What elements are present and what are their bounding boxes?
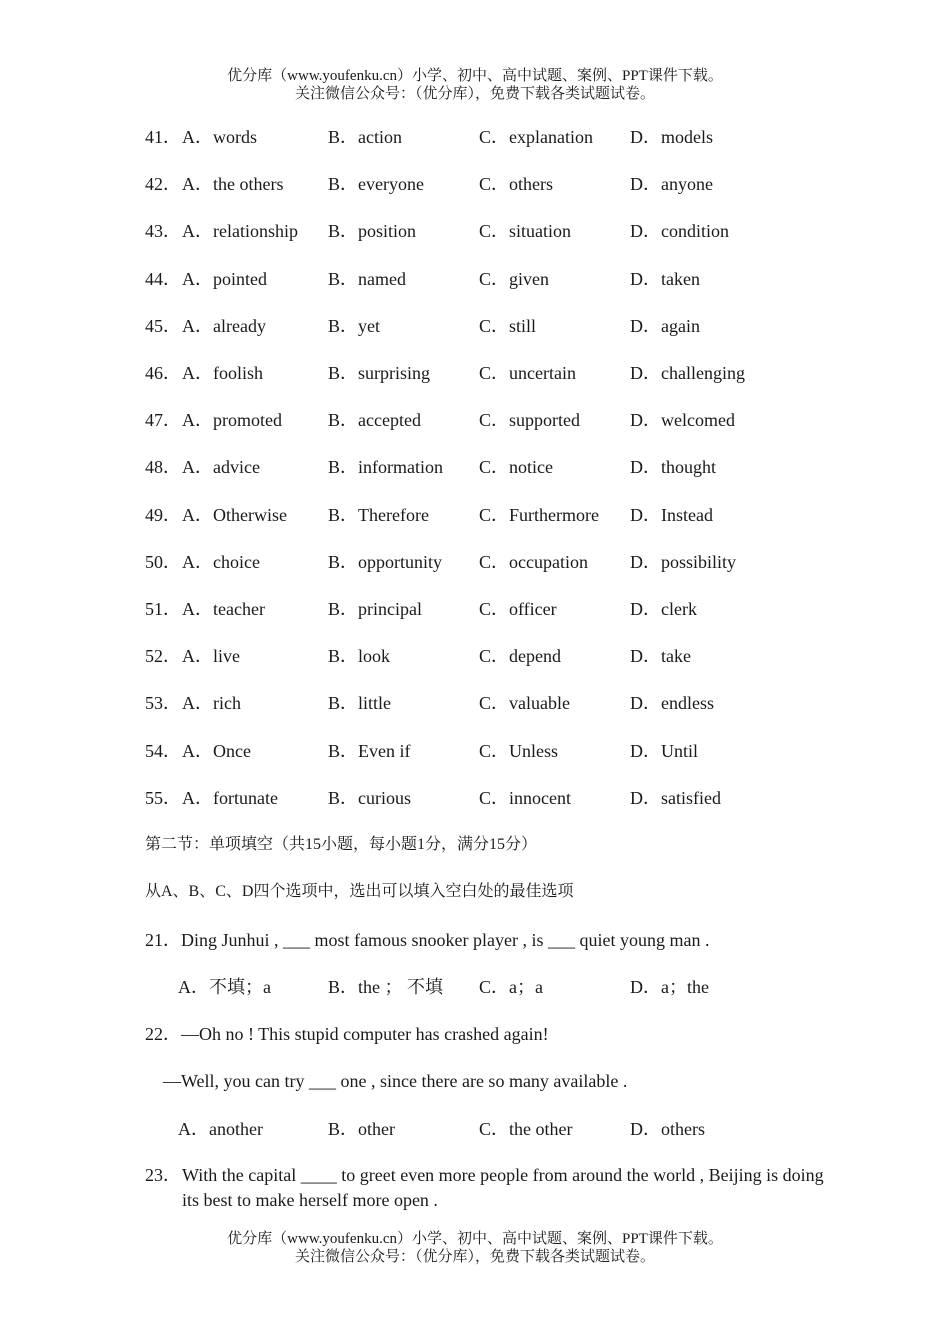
option-d: D．others — [630, 1119, 705, 1139]
question-number: 44． — [145, 268, 181, 289]
option-b: B．principal — [328, 599, 422, 619]
option-c: C．Furthermore — [479, 504, 599, 525]
question-row — [0, 267, 950, 291]
option-b: B．other — [328, 1119, 395, 1139]
option-a: A．another — [178, 1119, 263, 1139]
option-c: C．depend — [479, 646, 561, 667]
option-c: C．innocent — [479, 787, 571, 808]
option-b: B．named — [328, 268, 406, 289]
option-b: B．accepted — [328, 410, 421, 431]
option-a: A．live — [182, 646, 240, 667]
option-d: D．models — [630, 127, 713, 147]
page-header — [0, 67, 950, 103]
option-d: D．condition — [630, 221, 729, 242]
option-a: A．不填；a — [178, 977, 271, 997]
option-a: A．pointed — [182, 268, 267, 289]
option-c: C．uncertain — [479, 363, 576, 383]
question-row — [0, 550, 950, 574]
option-b: B．everyone — [328, 174, 424, 195]
question-number: 54． — [145, 740, 181, 761]
option-a: A．fortunate — [182, 787, 278, 808]
option-a: A．teacher — [182, 599, 265, 619]
option-a: A．promoted — [182, 410, 282, 431]
option-b: B．surprising — [328, 363, 431, 383]
option-a: A．words — [182, 127, 257, 147]
question-number: 47． — [145, 410, 181, 431]
option-d: D．again — [630, 315, 700, 336]
option-d: D．challenging — [630, 363, 745, 383]
option-d: D．take — [630, 646, 691, 667]
question-23-text: With the capital ____ to greet even more people from around the world , Beijing is doing its best to make herself more open . — [182, 1165, 824, 1210]
question-row — [0, 455, 950, 479]
question-number: 48． — [145, 457, 181, 478]
option-b: B．position — [328, 221, 417, 242]
question-row — [0, 597, 950, 621]
option-d: D．endless — [630, 693, 714, 714]
option-d: D．a；the — [630, 977, 709, 997]
question-number: 50． — [145, 551, 181, 572]
question-number: 51． — [145, 599, 181, 619]
question-row — [0, 786, 950, 810]
option-d: D．taken — [630, 268, 700, 289]
option-a: A．foolish — [182, 363, 263, 383]
question-23-number: 23． — [145, 1165, 181, 1185]
question-number: 46． — [145, 363, 181, 383]
option-d: D．Instead — [630, 504, 713, 525]
question-22-reply: —Well, you can try ___ one , since there are so many available . — [163, 1071, 628, 1091]
section-instruction: 从A、B、C、D四个选项中，选出可以填入空白处的最佳选项 — [145, 883, 574, 900]
option-a: A．Once — [182, 740, 251, 761]
question-21-text: 21．Ding Junhui , ___ most famous snooker player , is ___ quiet young man . — [145, 930, 710, 950]
option-d: D．welcomed — [630, 410, 735, 431]
question-row — [0, 219, 950, 243]
question-number: 53． — [145, 693, 181, 714]
option-a: A．Otherwise — [182, 504, 287, 525]
option-c: C．Unless — [479, 740, 559, 761]
question-row — [0, 408, 950, 432]
question-number: 52． — [145, 646, 181, 667]
option-b: B．action — [328, 127, 402, 147]
question-number: 42． — [145, 174, 181, 195]
option-c: C．occupation — [479, 551, 588, 572]
header-line-2: 关注微信公众号：（优分库），免费下载各类试题试卷。 — [294, 86, 655, 102]
option-b: B．opportunity — [328, 551, 443, 572]
option-c: C．situation — [479, 221, 572, 242]
option-c: C．the other — [479, 1119, 573, 1139]
option-d: D．Until — [630, 740, 699, 761]
question-row — [0, 739, 950, 763]
option-b: B．curious — [328, 787, 411, 808]
option-c: C．supported — [479, 410, 580, 431]
option-d: D．possibility — [630, 551, 737, 572]
option-d: D．clerk — [630, 599, 697, 619]
option-c: C．still — [479, 315, 537, 336]
header-line-1: 优分库（www.youfenku.cn）小学、初中、高中试题、案例、PPT课件下载。 — [227, 68, 723, 84]
option-c: C．valuable — [479, 693, 570, 714]
question-22-options — [0, 1117, 950, 1141]
question-row — [0, 361, 950, 385]
question-row — [0, 125, 950, 149]
option-b: B．the ； 不填 — [328, 977, 443, 997]
option-a: A．advice — [182, 457, 260, 478]
option-c: C．officer — [479, 599, 557, 619]
question-number: 43． — [145, 221, 181, 242]
page-footer — [0, 1230, 950, 1266]
option-b: B．look — [328, 646, 391, 667]
option-d: D．satisfied — [630, 787, 721, 808]
option-b: B．Even if — [328, 740, 411, 761]
question-row — [0, 172, 950, 196]
question-number: 55． — [145, 787, 181, 808]
question-row — [0, 503, 950, 527]
option-a: A．rich — [182, 693, 241, 714]
option-c: C．others — [479, 174, 553, 195]
option-c: C．explanation — [479, 127, 593, 147]
question-number: 41． — [145, 127, 181, 147]
question-number: 49． — [145, 504, 181, 525]
option-a: A．choice — [182, 551, 260, 572]
option-b: B．information — [328, 457, 443, 478]
option-b: B．Therefore — [328, 504, 429, 525]
question-23 — [145, 1163, 825, 1213]
question-row — [0, 314, 950, 338]
option-a: A．the others — [182, 174, 284, 195]
section-title: 第二节：单项填空（共15小题，每小题1分，满分15分） — [145, 836, 538, 853]
footer-line-1: 优分库（www.youfenku.cn）小学、初中、高中试题、案例、PPT课件下载。 — [227, 1231, 723, 1247]
option-d: D．anyone — [630, 174, 713, 195]
option-b: B．yet — [328, 315, 380, 336]
option-d: D．thought — [630, 457, 717, 478]
option-b: B．little — [328, 693, 391, 714]
option-c: C．notice — [479, 457, 553, 478]
option-c: C．given — [479, 268, 549, 289]
option-a: A．already — [182, 315, 266, 336]
question-row — [0, 644, 950, 668]
footer-line-2: 关注微信公众号：（优分库），免费下载各类试题试卷。 — [294, 1249, 655, 1265]
option-a: A．relationship — [182, 221, 298, 242]
question-row — [0, 691, 950, 715]
option-c: C．a；a — [479, 977, 543, 997]
question-21-options — [0, 975, 950, 999]
question-number: 45． — [145, 315, 181, 336]
question-22-text: 22．—Oh no ! This stupid computer has crashed again! — [145, 1024, 549, 1044]
